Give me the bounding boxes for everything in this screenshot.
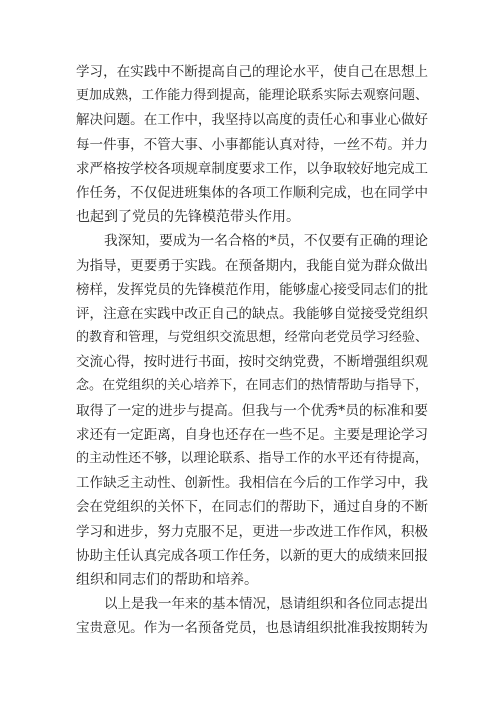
text-line: 念。在党组织的关心培养下，在同志们的热情帮助与指导下， xyxy=(76,378,428,394)
paragraph-first-line: 以上是我一年来的基本情况，恳请组织和各位同志提出 xyxy=(104,596,428,613)
text-line: 取得了一定的进步与提高。但我与一个优秀*员的标准和要 xyxy=(76,402,428,419)
text-line: 为指导，更要勇于实践。在预备期内，我能自觉为群众做出 xyxy=(76,257,428,274)
text-line: 也起到了党员的先锋模范带头作用。 xyxy=(76,209,300,226)
text-line: 榜样，发挥党员的先锋模范作用，能够虚心接受同志们的批 xyxy=(76,281,428,298)
text-line: 工作缺乏主动性、创新性。我相信在今后的工作学习中，我 xyxy=(76,475,428,492)
body-text xyxy=(76,60,428,641)
text-line: 求还有一定距离，自身也还存在一些不足。主要是理论学习 xyxy=(76,426,428,443)
text-line: 交流心得，按时进行书面，按时交纳党费，不断增强组织观 xyxy=(76,354,428,371)
text-line: 宝贵意见。作为一名预备党员，也恳请组织批准我按期转为 xyxy=(76,620,428,637)
text-line: 学习和进步，努力克服不足，更进一步改进工作作风，积极 xyxy=(76,523,428,540)
text-line: 学习，在实践中不断提高自己的理论水平，使自己在思想上 xyxy=(76,64,428,80)
text-line: 会在党组织的关怀下，在同志们的帮助下，通过自身的不断 xyxy=(76,499,428,516)
text-line: 作任务，不仅促进班集体的各项工作顺利完成，也在同学中 xyxy=(76,184,428,201)
text-line: 协助主任认真完成各项工作任务，以新的更大的成绩来回报 xyxy=(76,547,428,564)
text-line: 的教育和管理，与党组织交流思想，经常向老党员学习经验、 xyxy=(76,330,428,346)
text-line: 求严格按学校各项规章制度要求工作，以争取较好地完成工 xyxy=(76,160,428,177)
text-line: 评，注意在实践中改正自己的缺点。我能够自觉接受党组织 xyxy=(76,305,428,322)
text-line: 更加成熟，工作能力得到提高，能理论联系实际去观察问题、 xyxy=(76,88,428,104)
text-line: 解决问题。在工作中，我坚持以高度的责任心和事业心做好 xyxy=(76,112,428,129)
paragraph-first-line: 我深知，要成为一名合格的*员，不仅要有正确的理论 xyxy=(104,233,428,250)
text-line: 每一件事，不管大事、小事都能认真对待，一丝不苟。并力 xyxy=(76,136,428,153)
text-line: 的主动性还不够，以理论联系、指导工作的水平还有待提高， xyxy=(76,451,428,466)
text-line: 组织和同志们的帮助和培养。 xyxy=(76,571,258,588)
